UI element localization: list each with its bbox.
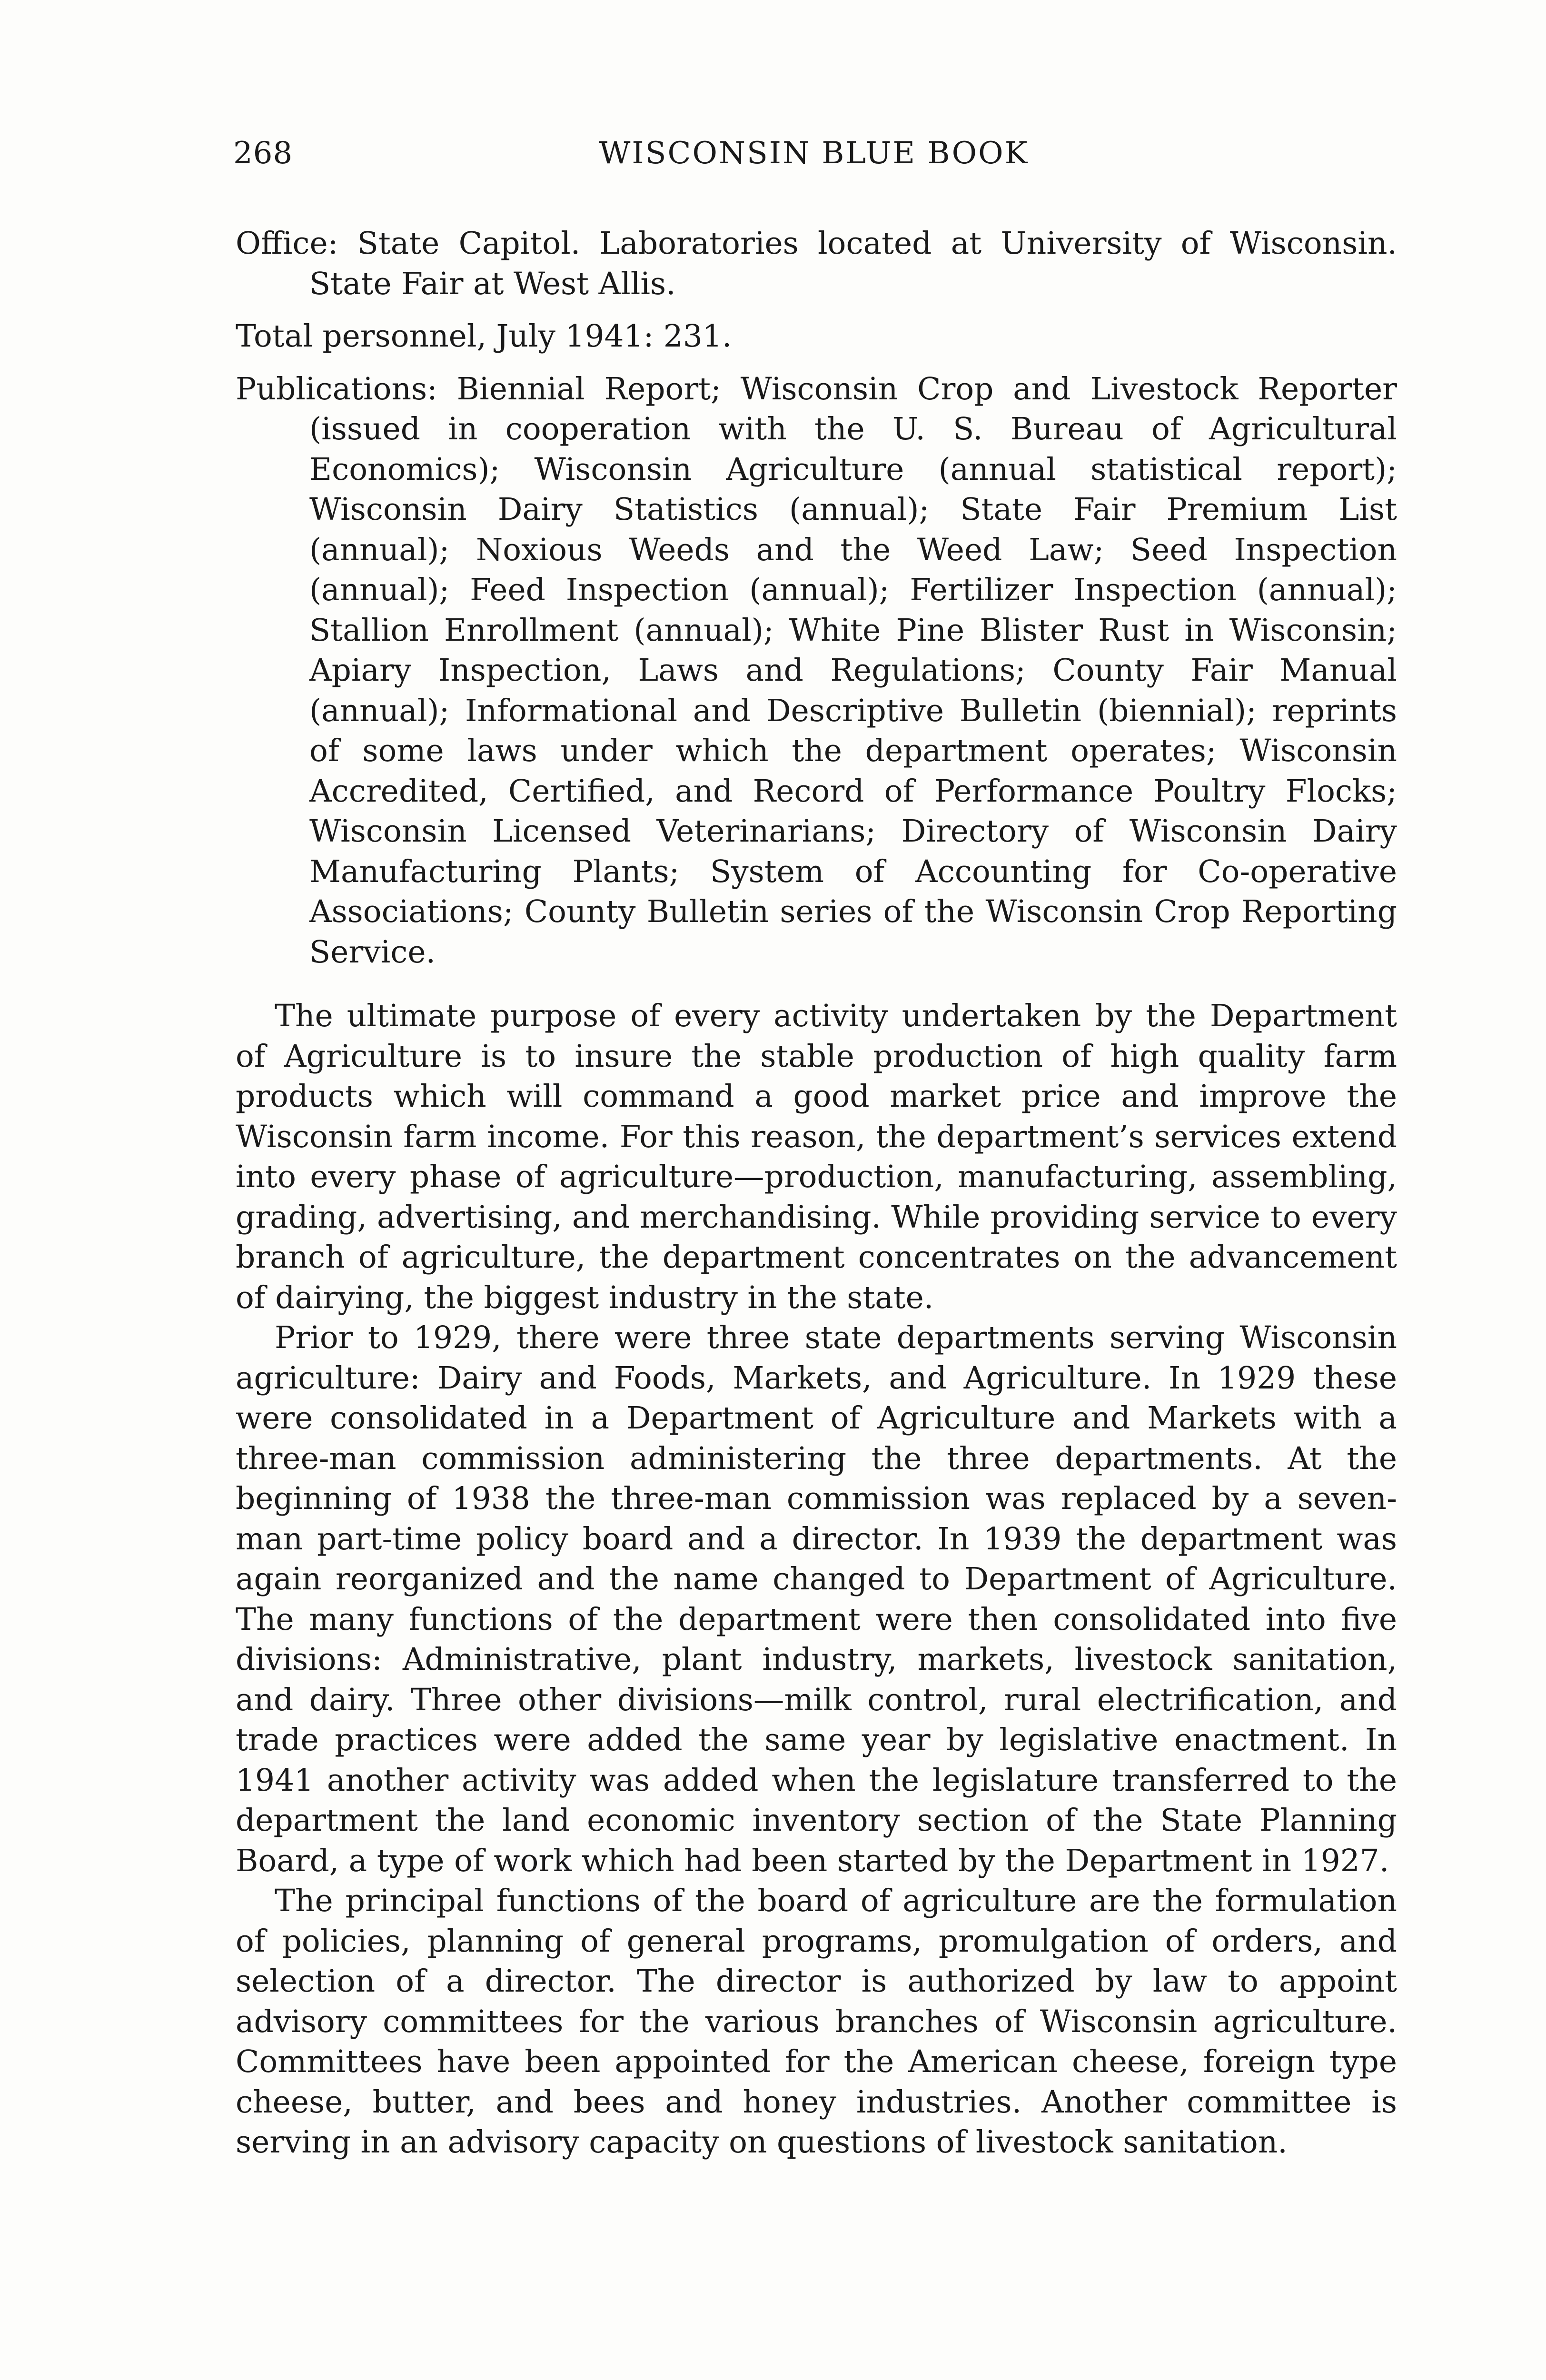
running-title: WISCONSIN BLUE BOOK: [599, 136, 1029, 171]
publications-label: Publications:: [236, 371, 437, 407]
office-label: Office:: [236, 226, 338, 261]
publications-entry: [236, 369, 1397, 973]
page-header: [233, 136, 1395, 178]
body-paragraph-board-functions: The principal functions of the board of agriculture are the formulation of policies, planning of general programs, promulgation of orders, and selection of a director. The director is authorized by law to appoint advisory committees for the various branches of Wisconsin agriculture. Committees have been appointed for the American cheese, foreign type cheese, butter, and bees and honey industries. Another committee is serving in an advisory capacity on questions of livestock sanitation.: [236, 1883, 1397, 2160]
personnel-text: Total personnel, July 1941: 231.: [236, 318, 732, 354]
personnel-entry: [236, 317, 1397, 357]
office-entry: [236, 224, 1397, 304]
office-text: State Capitol. Laboratories located at University of Wisconsin. State Fair at West Allis.: [309, 226, 1397, 302]
body-paragraph-purpose: The ultimate purpose of every activity undertaken by the Department of Agriculture is to insure the stable production of high quality farm products which will command a good market price and improve the Wisconsin farm income. For this reason, the department’s services extend into every phase of agriculture—production, manufacturing, assembling, grading, advertising, and merchandising. While providing service to every branch of agriculture, the department concentrates on the advancement of dairying, the biggest industry in the state.: [236, 998, 1397, 1316]
page-number: 268: [233, 136, 293, 171]
page-body: [236, 224, 1397, 2163]
body-paragraph-history: Prior to 1929, there were three state departments serving Wisconsin agriculture: Dairy and Foods, Markets, and Agriculture. In 1929 these were consolidated in a Department of Agriculture and Markets with a three-man commission administering the three departments. At the beginning of 1938 the three-man commission was replaced by a seven-man part-time policy board and a director. In 1939 the department was again reorganized and the name changed to Department of Agriculture. The many functions of the department were then consolidated into five divisions: Administrative, plant industry, markets, livestock sanitation, and dairy. Three other divisions—milk control, rural electrification, and trade practices were added the same year by legislative enactment. In 1941 another activity was added when the legislature transferred to the department the land economic inventory section of the State Planning Board, a type of work which had been started by the Department in 1927.: [236, 1320, 1397, 1879]
publications-text: Biennial Report; Wisconsin Crop and Livestock Reporter (issued in cooperation with the U. S. Bureau of Agricultural Economics); Wisconsin Agriculture (annual statistical report); Wisconsin Dairy Statistics (annual); State Fair Premium List (annual); Noxious Weeds and the Weed Law; Seed Inspection (annual); Feed Inspection (annual); Fertilizer Inspection (annual); Stallion Enrollment (annual); White Pine Blister Rust in Wisconsin; Apiary Inspection, Laws and Regulations; County Fair Manual (annual); Informational and Descriptive Bulletin (biennial); reprints of some laws under which the department operates; Wisconsin Accredited, Certified, and Record of Performance Poultry Flocks; Wisconsin Licensed Veterinarians; Directory of Wisconsin Dairy Manufacturing Plants; System of Accounting for Co-operative Associations; County Bulletin series of the Wisconsin Crop Reporting Service.: [309, 371, 1397, 970]
